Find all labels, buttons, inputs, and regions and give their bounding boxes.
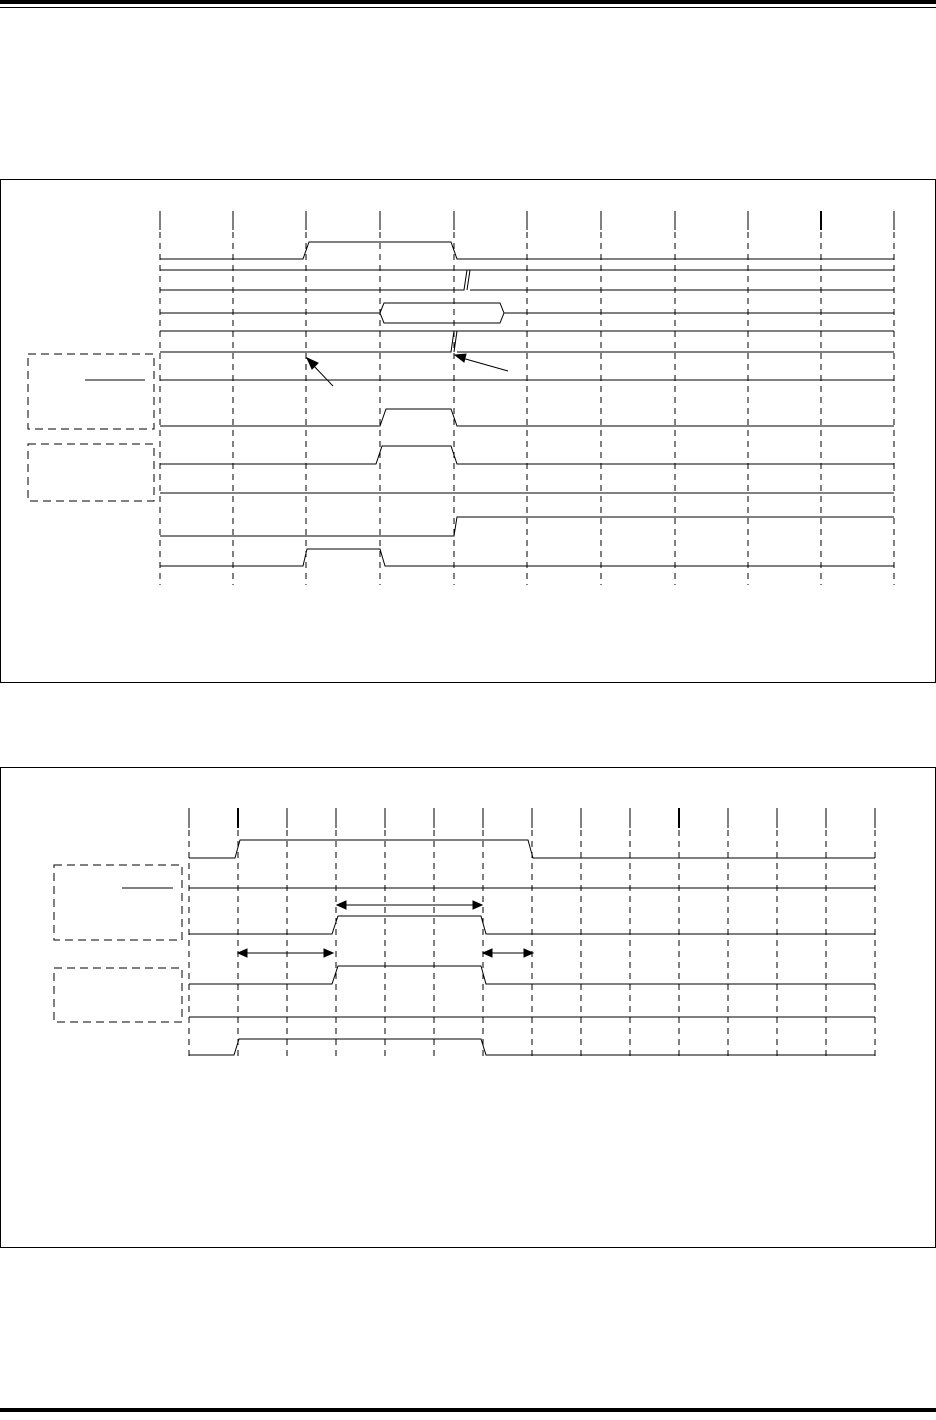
top-annotation-arrows — [307, 354, 508, 386]
duration-arrow-3 — [483, 949, 533, 957]
top-gridlines — [160, 232, 894, 585]
bottom-clock-ticks — [189, 808, 875, 828]
annotation-arrow-1 — [312, 364, 333, 386]
duration-arrow-1 — [337, 901, 482, 909]
top-clock-ticks — [160, 211, 894, 230]
top-label-boxes — [28, 354, 154, 501]
bottom-rule — [0, 1408, 936, 1412]
top-dashed-group-1 — [28, 354, 154, 429]
top-signal-3-bus — [160, 270, 467, 290]
bottom-gridlines — [189, 830, 875, 1058]
top-timing-diagram — [28, 211, 894, 585]
bottom-dashed-group-1 — [54, 865, 182, 940]
top-dashed-group-2 — [28, 444, 154, 501]
bottom-dashed-group-2 — [54, 968, 182, 1022]
bottom-label-boxes — [54, 865, 182, 1022]
bottom-timing-diagram — [54, 808, 875, 1058]
duration-arrow-2 — [238, 949, 333, 957]
annotation-arrow-2 — [462, 358, 508, 371]
